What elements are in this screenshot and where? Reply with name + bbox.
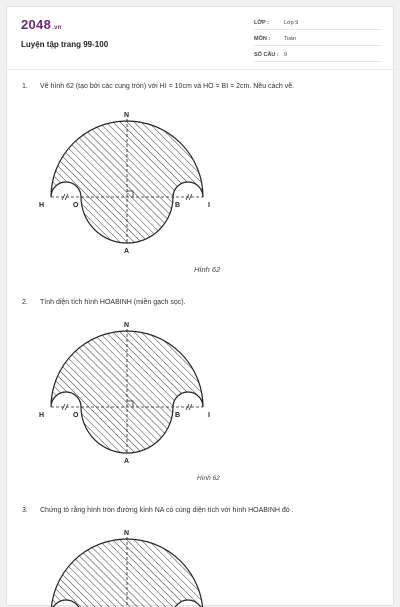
label-a: A xyxy=(124,248,130,255)
label-n: N xyxy=(124,112,130,119)
label-b: B xyxy=(175,202,181,209)
meta-class-value: Lớp 9 xyxy=(284,20,299,26)
meta-subject-row xyxy=(254,33,382,46)
meta-subject-label: MÔN : xyxy=(254,36,271,42)
meta-subject-value: Toán xyxy=(284,36,296,42)
question-2-text: Tính diện tích hình HOABINH (miền gạch sọc). xyxy=(40,299,186,306)
page-title: Luyện tập trang 99-100 xyxy=(21,40,109,49)
question-1-text: Vẽ hình 62 (tạo bởi các cung tròn) với HI = 10cm và HO = BI = 2cm. Nêu cách vẽ. xyxy=(40,83,295,90)
question-3-text: Chứng tỏ rằng hình tròn đường kính NA có cùng diện tích với hình HOABINH đó . xyxy=(40,507,294,514)
meta-class-row xyxy=(254,17,382,30)
question-2-number: 2. xyxy=(22,299,28,306)
meta-count-label: SỐ CÂU : xyxy=(254,52,279,58)
logo-text: 2048 xyxy=(21,17,52,32)
label-b: B xyxy=(175,412,181,419)
site-logo[interactable] xyxy=(21,17,62,32)
figure-caption-1: Hình 62 xyxy=(194,265,221,274)
figure-caption-2: Hình 62 xyxy=(197,475,220,482)
label-o: O xyxy=(73,202,79,209)
meta-class-label: LỚP : xyxy=(254,20,269,26)
question-1-number: 1. xyxy=(22,83,28,90)
meta-count-value: 9 xyxy=(284,52,288,58)
logo-suffix: .vn xyxy=(52,25,62,31)
worksheet-header xyxy=(7,7,395,70)
label-i: I xyxy=(208,412,210,419)
label-h: H xyxy=(39,202,45,209)
label-n: N xyxy=(124,322,130,329)
label-n: N xyxy=(124,530,130,537)
label-o: O xyxy=(73,412,79,419)
worksheet xyxy=(6,6,394,606)
label-i: I xyxy=(208,202,210,209)
label-h: H xyxy=(39,412,45,419)
figure-62-q3 xyxy=(37,521,217,607)
label-a: A xyxy=(124,458,130,465)
meta-count-row xyxy=(254,49,382,62)
figure-62-q1 xyxy=(37,103,217,259)
figure-62-q2 xyxy=(37,313,217,469)
question-3-number: 3. xyxy=(22,507,28,514)
